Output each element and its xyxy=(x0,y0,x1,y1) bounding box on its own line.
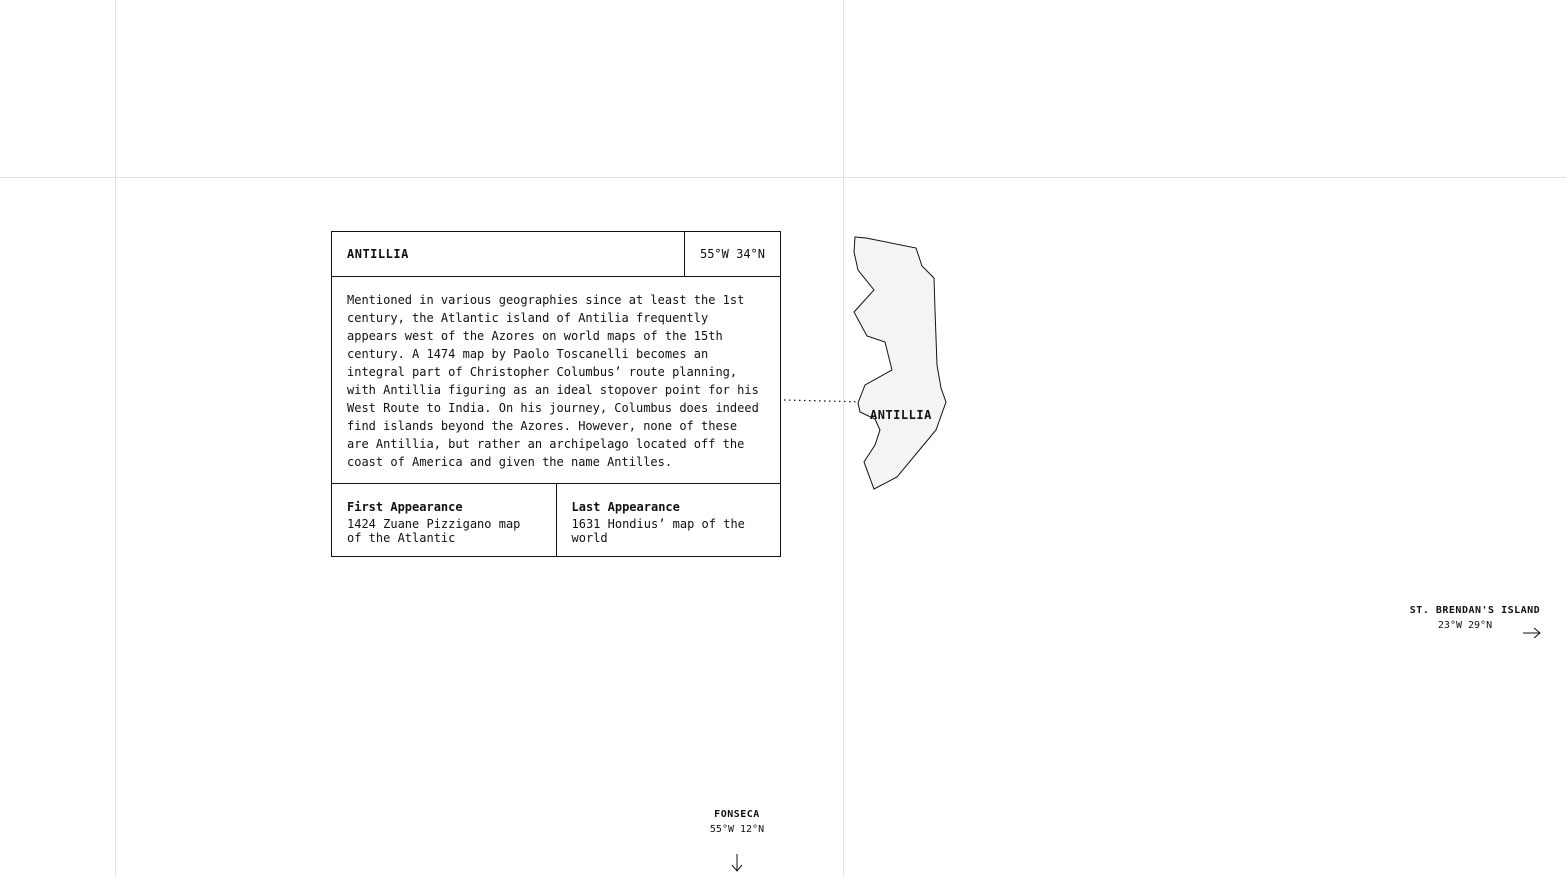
nav-east-coordinates: 23°W 29°N xyxy=(1437,620,1493,631)
last-appearance-value: 1631 Hondius’ map of the world xyxy=(571,517,745,545)
nav-south-coordinates: 55°W 12°N xyxy=(709,824,765,835)
island-map-label: ANTILLIA xyxy=(870,408,932,422)
island-info-card xyxy=(331,231,781,557)
nav-south-marker[interactable] xyxy=(697,809,777,835)
card-header xyxy=(332,232,780,277)
last-appearance xyxy=(556,484,781,556)
first-appearance-label: First Appearance xyxy=(347,500,463,514)
last-appearance-label: Last Appearance xyxy=(571,500,680,514)
grid-line-horizontal xyxy=(0,177,1566,178)
nav-south-name[interactable]: FONSECA xyxy=(714,809,760,820)
grid-line-vertical xyxy=(115,0,116,877)
card-footer xyxy=(332,484,780,556)
island-map xyxy=(780,230,960,500)
first-appearance xyxy=(332,484,556,556)
nav-east-name[interactable]: ST. BRENDAN'S ISLAND xyxy=(1409,605,1541,616)
island-coordinates: 55°W 34°N xyxy=(684,232,780,276)
first-appearance-value: 1424 Zuane Pizzigano map of the Atlantic xyxy=(347,517,521,545)
arrow-down-icon[interactable] xyxy=(730,853,744,873)
island-title: ANTILLIA xyxy=(347,247,409,261)
island-description: Mentioned in various geographies since at least the 1st century, the Atlantic island of Antilia frequently appears west of the Azores on world maps of the 15th century. A 1474 map by Paolo Toscanelli becomes an integral part of Christopher Columbus’ route planning, with Antillia figuring as an ideal stopover point for his West Route to India. On his journey, Columbus does indeed find islands beyond the Azores. However, none of these are Antillia, but rather an archipelago located off the coast of America and given the name Antilles. xyxy=(332,277,780,484)
arrow-right-icon[interactable] xyxy=(1522,626,1542,640)
antillia-island-shape[interactable] xyxy=(854,237,946,489)
